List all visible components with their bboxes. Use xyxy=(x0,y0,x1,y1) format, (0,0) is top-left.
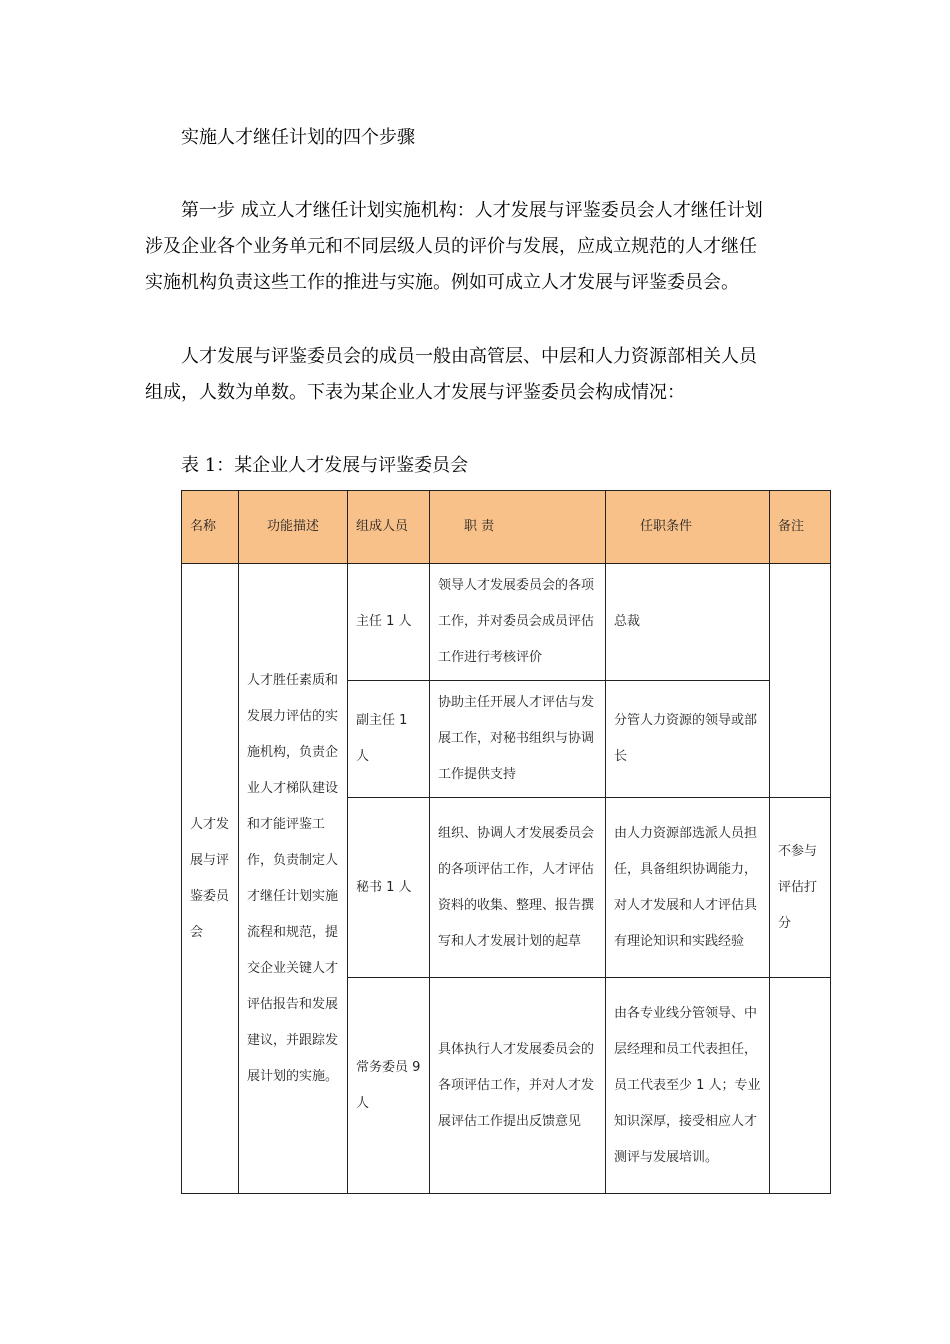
committee-name-cell: 人才发展与评鉴委员会 xyxy=(182,564,239,1194)
committee-paragraph xyxy=(145,339,825,411)
committee-table xyxy=(181,490,831,1194)
step1-paragraph xyxy=(145,193,825,301)
requirements-cell: 由人力资源部选派人员担任，具备组织协调能力，对人才发展和人才评估具有理论知识和实践经验 xyxy=(606,798,770,978)
committee-line-2: 组成，人数为单数。下表为某企业人才发展与评鉴委员会构成情况： xyxy=(145,382,685,403)
header-function: 功能描述 xyxy=(239,491,348,564)
table-caption xyxy=(145,448,825,484)
note-cell: 不参与评估打分 xyxy=(770,798,831,978)
table-caption-text: 表 1：某企业人才发展与评鉴委员会 xyxy=(181,455,469,476)
table-header-row xyxy=(182,491,831,564)
header-note: 备注 xyxy=(770,491,831,564)
member-cell: 副主任 1 人 xyxy=(348,681,430,798)
step1-line-2: 涉及企业各个业务单元和不同层级人员的评价与发展，应成立规范的人才继任 xyxy=(145,236,757,257)
duty-cell: 组织、协调人才发展委员会的各项评估工作，人才评估资料的收集、整理、报告撰写和人才发展计划的起草 xyxy=(430,798,606,978)
heading-text: 实施人才继任计划的四个步骤 xyxy=(181,127,415,148)
duty-cell: 协助主任开展人才评估与发展工作，对秘书组织与协调工作提供支持 xyxy=(430,681,606,798)
header-requirements: 任职条件 xyxy=(606,491,770,564)
header-name: 名称 xyxy=(182,491,239,564)
requirements-cell: 分管人力资源的领导或部长 xyxy=(606,681,770,798)
member-cell: 秘书 1 人 xyxy=(348,798,430,978)
duty-cell: 具体执行人才发展委员会的各项评估工作，并对人才发展评估工作提出反馈意见 xyxy=(430,978,606,1194)
header-duty: 职 责 xyxy=(430,491,606,564)
document-heading xyxy=(145,120,825,156)
note-cell-empty xyxy=(770,978,831,1194)
step1-line-3: 实施机构负责这些工作的推进与实施。例如可成立人才发展与评鉴委员会。 xyxy=(145,272,739,293)
committee-line-1: 人才发展与评鉴委员会的成员一般由高管层、中层和人力资源部相关人员 xyxy=(181,346,757,367)
committee-function-cell: 人才胜任素质和发展力评估的实施机构，负责企业人才梯队建设和才能评鉴工作，负责制定人才继任计划实施流程和规范，提交企业关键人才评估报告和发展建议，并跟踪发展计划的实施。 xyxy=(239,564,348,1194)
header-members: 组成人员 xyxy=(348,491,430,564)
requirements-cell: 总裁 xyxy=(606,564,770,681)
member-cell: 主任 1 人 xyxy=(348,564,430,681)
duty-cell: 领导人才发展委员会的各项工作，并对委员会成员评估工作进行考核评价 xyxy=(430,564,606,681)
note-cell-empty xyxy=(770,564,831,798)
requirements-cell: 由各专业线分管领导、中层经理和员工代表担任，员工代表至少 1 人；专业知识深厚，接受相应人才测评与发展培训。 xyxy=(606,978,770,1194)
step1-line-1: 第一步 成立人才继任计划实施机构：人才发展与评鉴委员会人才继任计划 xyxy=(181,200,763,221)
table-row xyxy=(182,564,831,681)
member-cell: 常务委员 9 人 xyxy=(348,978,430,1194)
